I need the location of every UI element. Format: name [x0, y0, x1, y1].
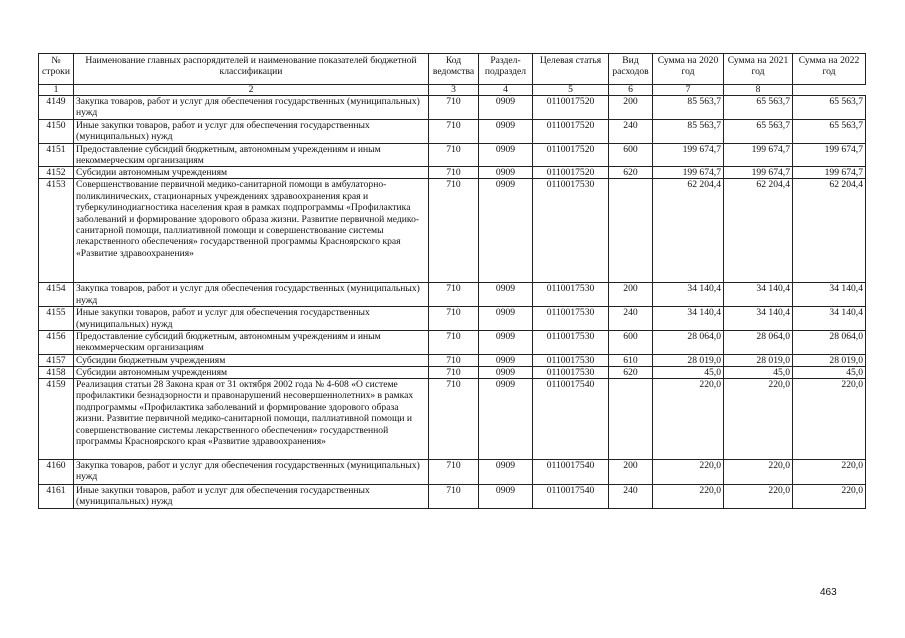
row-sum-2021: 28 019,0: [724, 354, 793, 366]
row-dept-code: 710: [429, 484, 479, 508]
row-section: 0909: [479, 307, 533, 331]
row-sum-2022: 45,0: [793, 366, 866, 378]
row-sum-2021: 220,0: [724, 378, 793, 459]
row-expense-type: 610: [609, 354, 653, 366]
row-target: 0110017540: [533, 484, 609, 508]
row-number: 4151: [39, 143, 74, 167]
row-target: 0110017540: [533, 459, 609, 484]
row-name: Закупка товаров, работ и услуг для обеспечения государственных (муниципальных) нужд: [74, 96, 429, 120]
row-sum-2021: 199 674,7: [724, 143, 793, 167]
table-row: [39, 119, 866, 143]
row-number: 4159: [39, 378, 74, 459]
row-sum-2021: 28 064,0: [724, 331, 793, 355]
row-name: Иные закупки товаров, работ и услуг для обеспечения государственных (муниципальных) нужд: [74, 484, 429, 508]
row-sum-2022: 28 019,0: [793, 354, 866, 366]
row-number: 4152: [39, 167, 74, 179]
row-sum-2020: 28 064,0: [653, 331, 724, 355]
row-sum-2021: 199 674,7: [724, 167, 793, 179]
row-sum-2022: 220,0: [793, 459, 866, 484]
row-sum-2020: 62 204,4: [653, 179, 724, 283]
row-expense-type: 240: [609, 484, 653, 508]
row-sum-2020: 220,0: [653, 378, 724, 459]
row-expense-type: 200: [609, 283, 653, 307]
row-section: 0909: [479, 459, 533, 484]
row-expense-type: 240: [609, 307, 653, 331]
row-sum-2020: 34 140,4: [653, 307, 724, 331]
row-dept-code: 710: [429, 354, 479, 366]
header-expense-type: Вид расходов: [609, 54, 653, 85]
column-number: 7: [653, 85, 724, 96]
header-row-no: № строки: [39, 54, 74, 85]
table-row: [39, 96, 866, 120]
row-name: Иные закупки товаров, работ и услуг для обеспечения государственных (муниципальных) нужд: [74, 307, 429, 331]
row-number: 4157: [39, 354, 74, 366]
header-sum-2021: Сумма на 2021 год: [724, 54, 793, 85]
row-sum-2020: 220,0: [653, 484, 724, 508]
row-target: 0110017530: [533, 179, 609, 283]
row-dept-code: 710: [429, 331, 479, 355]
page-number: 463: [820, 587, 837, 598]
column-number: 5: [533, 85, 609, 96]
row-sum-2020: 28 019,0: [653, 354, 724, 366]
row-sum-2020: 199 674,7: [653, 167, 724, 179]
row-expense-type: 620: [609, 366, 653, 378]
row-number: 4154: [39, 283, 74, 307]
budget-table: [38, 53, 866, 509]
row-target: 0110017530: [533, 331, 609, 355]
row-sum-2022: 199 674,7: [793, 167, 866, 179]
row-expense-type: [609, 378, 653, 459]
row-number: 4155: [39, 307, 74, 331]
row-expense-type: 620: [609, 167, 653, 179]
row-sum-2021: 34 140,4: [724, 307, 793, 331]
row-number: 4149: [39, 96, 74, 120]
row-section: 0909: [479, 96, 533, 120]
row-sum-2022: 65 563,7: [793, 96, 866, 120]
header-sum-2022: Сумма на 2022 год: [793, 54, 866, 85]
row-sum-2022: 220,0: [793, 484, 866, 508]
row-number: 4160: [39, 459, 74, 484]
row-sum-2020: 220,0: [653, 459, 724, 484]
row-target: 0110017520: [533, 167, 609, 179]
row-dept-code: 710: [429, 366, 479, 378]
row-target: 0110017530: [533, 283, 609, 307]
row-target: 0110017530: [533, 366, 609, 378]
row-target: 0110017520: [533, 119, 609, 143]
row-expense-type: 240: [609, 119, 653, 143]
row-sum-2021: 45,0: [724, 366, 793, 378]
header-row: [39, 54, 866, 85]
row-name: Предоставление субсидий бюджетным, автономным учреждениям и иным некоммерческим организациям: [74, 331, 429, 355]
table-row: [39, 378, 866, 459]
table-row: [39, 143, 866, 167]
row-dept-code: 710: [429, 459, 479, 484]
row-target: 0110017520: [533, 143, 609, 167]
table-row: [39, 459, 866, 484]
row-name: Субсидии бюджетным учреждениям: [74, 354, 429, 366]
header-section: Раздел-подраздел: [479, 54, 533, 85]
row-dept-code: 710: [429, 378, 479, 459]
row-name: Закупка товаров, работ и услуг для обеспечения государственных (муниципальных) нужд: [74, 283, 429, 307]
table-row: [39, 283, 866, 307]
row-section: 0909: [479, 484, 533, 508]
row-sum-2020: 85 563,7: [653, 96, 724, 120]
row-dept-code: 710: [429, 96, 479, 120]
header-target: Целевая статья: [533, 54, 609, 85]
row-sum-2020: 34 140,4: [653, 283, 724, 307]
column-number: 6: [609, 85, 653, 96]
column-number: 8: [724, 85, 793, 96]
header-sum-2020: Сумма на 2020 год: [653, 54, 724, 85]
row-section: 0909: [479, 366, 533, 378]
table-row: [39, 307, 866, 331]
row-section: 0909: [479, 354, 533, 366]
row-dept-code: 710: [429, 119, 479, 143]
table-row: [39, 179, 866, 283]
row-expense-type: 600: [609, 331, 653, 355]
row-name: Совершенствование первичной медико-санитарной помощи в амбулаторно-поликлинических, стационарных учреждениях здравоохранения края и туберкулинодиагностика населения края в рамках подпрограммы «Профилактика заболеваний и формирование здорового образа жизни. Развитие первичной медико-санитарной помощи, паллиативной помощи и совершенствование системы лекарственного обеспечения» государственной программы Красноярского края «Развитие здравоохранения»: [74, 179, 429, 283]
row-section: 0909: [479, 283, 533, 307]
row-section: 0909: [479, 378, 533, 459]
row-target: 0110017540: [533, 378, 609, 459]
row-target: 0110017530: [533, 307, 609, 331]
row-expense-type: 600: [609, 143, 653, 167]
header-dept-code: Код ведомства: [429, 54, 479, 85]
row-sum-2020: 45,0: [653, 366, 724, 378]
row-expense-type: [609, 179, 653, 283]
row-name: Иные закупки товаров, работ и услуг для обеспечения государственных (муниципальных) нужд: [74, 119, 429, 143]
row-sum-2022: 220,0: [793, 378, 866, 459]
row-dept-code: 710: [429, 179, 479, 283]
row-number: 4150: [39, 119, 74, 143]
row-dept-code: 710: [429, 143, 479, 167]
row-sum-2022: 62 204,4: [793, 179, 866, 283]
row-section: 0909: [479, 143, 533, 167]
row-sum-2021: 220,0: [724, 484, 793, 508]
row-name: Субсидии автономным учреждениям: [74, 167, 429, 179]
row-target: 0110017520: [533, 96, 609, 120]
row-sum-2022: 34 140,4: [793, 283, 866, 307]
row-name: Предоставление субсидий бюджетным, автономным учреждениям и иным некоммерческим организациям: [74, 143, 429, 167]
row-number: 4161: [39, 484, 74, 508]
row-expense-type: 200: [609, 96, 653, 120]
row-sum-2021: 65 563,7: [724, 119, 793, 143]
column-number: 4: [479, 85, 533, 96]
column-numbers-row: [39, 85, 866, 96]
table-row: [39, 484, 866, 508]
column-number: 1: [39, 85, 74, 96]
row-section: 0909: [479, 119, 533, 143]
row-sum-2022: 65 563,7: [793, 119, 866, 143]
row-sum-2021: 65 563,7: [724, 96, 793, 120]
row-dept-code: 710: [429, 167, 479, 179]
table-row: [39, 354, 866, 366]
row-section: 0909: [479, 331, 533, 355]
row-sum-2021: 220,0: [724, 459, 793, 484]
row-dept-code: 710: [429, 307, 479, 331]
row-number: 4156: [39, 331, 74, 355]
row-number: 4153: [39, 179, 74, 283]
row-dept-code: 710: [429, 283, 479, 307]
row-sum-2020: 85 563,7: [653, 119, 724, 143]
header-name: Наименование главных распорядителей и наименование показателей бюджетной классификации: [74, 54, 429, 85]
row-name: Субсидии автономным учреждениям: [74, 366, 429, 378]
row-number: 4158: [39, 366, 74, 378]
table-row: [39, 366, 866, 378]
row-name: Реализация статьи 28 Закона края от 31 октября 2002 года № 4-608 «О системе профилактики безнадзорности и правонарушений несовершеннолетних» в рамках подпрограммы «Профилактика заболеваний и формирование здорового образа жизни. Развитие первичной медико-санитарной помощи, паллиативной помощи и совершенствование системы лекарственного обеспечения» государственной программы Красноярского края «Развитие здравоохранения»: [74, 378, 429, 459]
row-sum-2020: 199 674,7: [653, 143, 724, 167]
row-sum-2022: 199 674,7: [793, 143, 866, 167]
row-expense-type: 200: [609, 459, 653, 484]
row-sum-2022: 28 064,0: [793, 331, 866, 355]
column-number: 3: [429, 85, 479, 96]
column-number: 2: [74, 85, 429, 96]
row-section: 0909: [479, 179, 533, 283]
row-name: Закупка товаров, работ и услуг для обеспечения государственных (муниципальных) нужд: [74, 459, 429, 484]
row-sum-2021: 34 140,4: [724, 283, 793, 307]
row-section: 0909: [479, 167, 533, 179]
row-sum-2022: 34 140,4: [793, 307, 866, 331]
table-row: [39, 167, 866, 179]
table-row: [39, 331, 866, 355]
row-sum-2021: 62 204,4: [724, 179, 793, 283]
row-target: 0110017530: [533, 354, 609, 366]
